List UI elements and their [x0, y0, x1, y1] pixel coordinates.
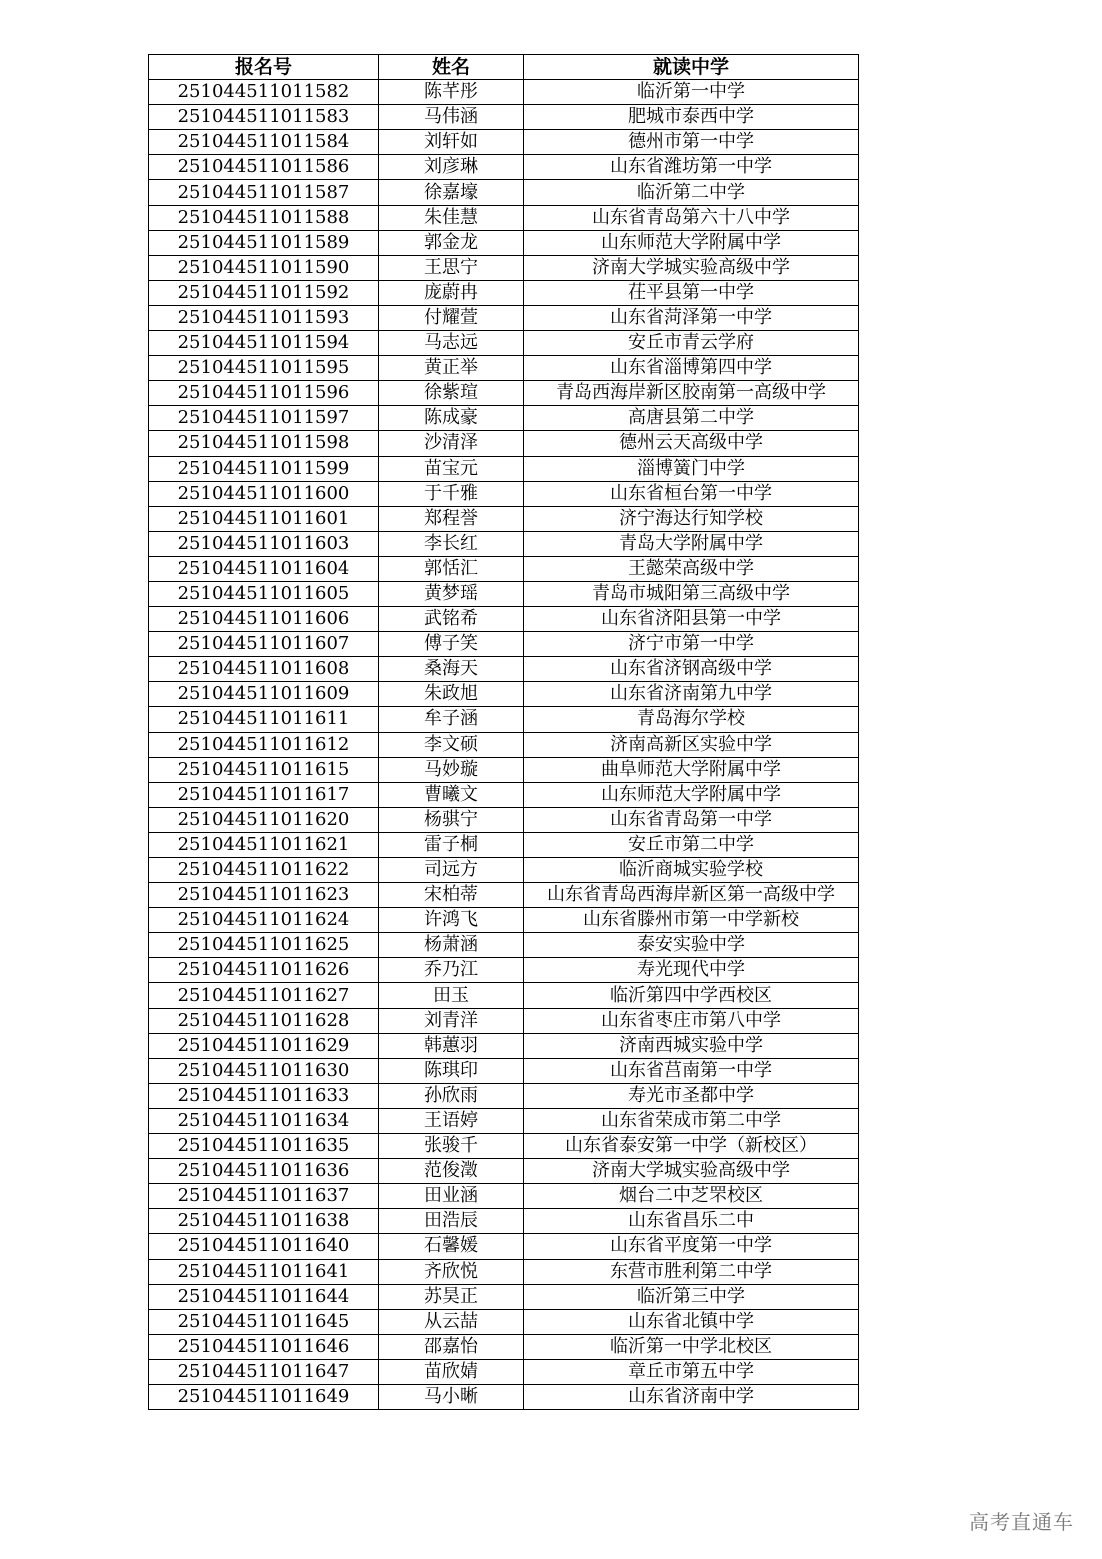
school-cell: 山东省荣成市第二中学 [524, 1108, 859, 1133]
registration-number-cell: 251044511011595 [149, 356, 379, 381]
school-cell: 山东省济南中学 [524, 1384, 859, 1409]
student-name-cell: 田业涵 [379, 1184, 524, 1209]
school-cell: 山东省济钢高级中学 [524, 657, 859, 682]
table-row [149, 832, 859, 857]
registration-number-cell: 251044511011599 [149, 456, 379, 481]
registration-number-cell: 251044511011597 [149, 406, 379, 431]
registration-number-cell: 251044511011594 [149, 331, 379, 356]
school-cell: 山东省昌乐二中 [524, 1209, 859, 1234]
registration-number-cell: 251044511011617 [149, 782, 379, 807]
registration-number-cell: 251044511011629 [149, 1033, 379, 1058]
registration-number-cell: 251044511011640 [149, 1234, 379, 1259]
table-row [149, 958, 859, 983]
table-row [149, 657, 859, 682]
table-row [149, 782, 859, 807]
table-row [149, 1334, 859, 1359]
registration-number-cell: 251044511011588 [149, 205, 379, 230]
student-name-cell: 从云喆 [379, 1309, 524, 1334]
table-row [149, 130, 859, 155]
school-cell: 临沂第一中学 [524, 80, 859, 105]
student-name-cell: 黄梦瑶 [379, 581, 524, 606]
table-row [149, 607, 859, 632]
table-row [149, 632, 859, 657]
school-cell: 德州市第一中学 [524, 130, 859, 155]
student-name-cell: 李长红 [379, 531, 524, 556]
school-cell: 临沂第四中学西校区 [524, 983, 859, 1008]
school-cell: 济南高新区实验中学 [524, 732, 859, 757]
table-row [149, 1309, 859, 1334]
registration-number-cell: 251044511011608 [149, 657, 379, 682]
school-cell: 东营市胜利第二中学 [524, 1259, 859, 1284]
header-school: 就读中学 [524, 55, 859, 80]
registration-number-cell: 251044511011612 [149, 732, 379, 757]
registration-number-cell: 251044511011584 [149, 130, 379, 155]
school-cell: 青岛市城阳第三高级中学 [524, 581, 859, 606]
table-body [149, 80, 859, 1410]
school-cell: 安丘市青云学府 [524, 331, 859, 356]
student-name-cell: 徐紫瑄 [379, 381, 524, 406]
student-name-cell: 杨骐宁 [379, 807, 524, 832]
admission-list-table [148, 54, 859, 1410]
registration-number-cell: 251044511011641 [149, 1259, 379, 1284]
student-name-cell: 范俊澂 [379, 1159, 524, 1184]
student-name-cell: 黄正举 [379, 356, 524, 381]
school-cell: 青岛西海岸新区胶南第一高级中学 [524, 381, 859, 406]
school-cell: 淄博簧门中学 [524, 456, 859, 481]
school-cell: 章丘市第五中学 [524, 1359, 859, 1384]
table-row [149, 431, 859, 456]
student-name-cell: 马伟涵 [379, 105, 524, 130]
table-row [149, 1184, 859, 1209]
school-cell: 济南大学城实验高级中学 [524, 1159, 859, 1184]
school-cell: 济南西城实验中学 [524, 1033, 859, 1058]
school-cell: 临沂第二中学 [524, 180, 859, 205]
table-row [149, 105, 859, 130]
registration-number-cell: 251044511011649 [149, 1384, 379, 1409]
table-row [149, 1359, 859, 1384]
school-cell: 山东省青岛第一中学 [524, 807, 859, 832]
watermark-text: 高考直通车 [969, 1510, 1074, 1534]
table-row [149, 331, 859, 356]
table-row [149, 1209, 859, 1234]
table-row [149, 682, 859, 707]
student-name-cell: 王语婷 [379, 1108, 524, 1133]
header-registration-number: 报名号 [149, 55, 379, 80]
registration-number-cell: 251044511011607 [149, 632, 379, 657]
registration-number-cell: 251044511011626 [149, 958, 379, 983]
registration-number-cell: 251044511011600 [149, 481, 379, 506]
school-cell: 济宁海达行知学校 [524, 506, 859, 531]
registration-number-cell: 251044511011647 [149, 1359, 379, 1384]
registration-number-cell: 251044511011634 [149, 1108, 379, 1133]
school-cell: 肥城市泰西中学 [524, 105, 859, 130]
student-name-cell: 田浩辰 [379, 1209, 524, 1234]
registration-number-cell: 251044511011583 [149, 105, 379, 130]
student-name-cell: 武铭希 [379, 607, 524, 632]
school-cell: 王懿荣高级中学 [524, 556, 859, 581]
school-cell: 山东省淄博第四中学 [524, 356, 859, 381]
table-row [149, 581, 859, 606]
school-cell: 山东省青岛西海岸新区第一高级中学 [524, 883, 859, 908]
student-name-cell: 曹曦文 [379, 782, 524, 807]
school-cell: 曲阜师范大学附属中学 [524, 757, 859, 782]
table-row [149, 883, 859, 908]
student-name-cell: 朱政旭 [379, 682, 524, 707]
student-name-cell: 苏昊正 [379, 1284, 524, 1309]
school-cell: 山东省桓台第一中学 [524, 481, 859, 506]
school-cell: 山东省平度第一中学 [524, 1234, 859, 1259]
table-row [149, 1108, 859, 1133]
registration-number-cell: 251044511011598 [149, 431, 379, 456]
registration-number-cell: 251044511011621 [149, 832, 379, 857]
table-row [149, 807, 859, 832]
school-cell: 山东省泰安第一中学（新校区） [524, 1134, 859, 1159]
table-row [149, 255, 859, 280]
school-cell: 临沂第三中学 [524, 1284, 859, 1309]
table-row [149, 80, 859, 105]
student-name-cell: 雷子桐 [379, 832, 524, 857]
registration-number-cell: 251044511011624 [149, 908, 379, 933]
registration-number-cell: 251044511011605 [149, 581, 379, 606]
table-row [149, 707, 859, 732]
school-cell: 山东省济阳县第一中学 [524, 607, 859, 632]
registration-number-cell: 251044511011633 [149, 1083, 379, 1108]
registration-number-cell: 251044511011628 [149, 1008, 379, 1033]
school-cell: 青岛大学附属中学 [524, 531, 859, 556]
registration-number-cell: 251044511011620 [149, 807, 379, 832]
student-name-cell: 陈成豪 [379, 406, 524, 431]
table-row [149, 1159, 859, 1184]
table-row [149, 1008, 859, 1033]
table-row [149, 406, 859, 431]
student-name-cell: 徐嘉壕 [379, 180, 524, 205]
registration-number-cell: 251044511011587 [149, 180, 379, 205]
school-cell: 山东省青岛第六十八中学 [524, 205, 859, 230]
registration-number-cell: 251044511011637 [149, 1184, 379, 1209]
student-name-cell: 郭金龙 [379, 230, 524, 255]
registration-number-cell: 251044511011622 [149, 858, 379, 883]
student-name-cell: 桑海天 [379, 657, 524, 682]
table-row [149, 205, 859, 230]
registration-number-cell: 251044511011635 [149, 1134, 379, 1159]
student-name-cell: 宋柏蒂 [379, 883, 524, 908]
table-row [149, 1033, 859, 1058]
table-row [149, 531, 859, 556]
table-row [149, 506, 859, 531]
registration-number-cell: 251044511011615 [149, 757, 379, 782]
student-name-cell: 孙欣雨 [379, 1083, 524, 1108]
table-row [149, 305, 859, 330]
registration-number-cell: 251044511011603 [149, 531, 379, 556]
registration-number-cell: 251044511011627 [149, 983, 379, 1008]
table-row [149, 230, 859, 255]
table-row [149, 1083, 859, 1108]
registration-number-cell: 251044511011625 [149, 933, 379, 958]
table-row [149, 456, 859, 481]
registration-number-cell: 251044511011645 [149, 1309, 379, 1334]
student-name-cell: 朱佳慧 [379, 205, 524, 230]
table-row [149, 757, 859, 782]
student-name-cell: 许鸿飞 [379, 908, 524, 933]
student-name-cell: 石馨媛 [379, 1234, 524, 1259]
student-name-cell: 邵嘉怡 [379, 1334, 524, 1359]
registration-number-cell: 251044511011604 [149, 556, 379, 581]
school-cell: 山东省滕州市第一中学新校 [524, 908, 859, 933]
table-header-row [149, 55, 859, 80]
table-row [149, 1284, 859, 1309]
student-name-cell: 郑程誉 [379, 506, 524, 531]
table-row [149, 155, 859, 180]
student-name-cell: 刘轩如 [379, 130, 524, 155]
registration-number-cell: 251044511011592 [149, 280, 379, 305]
student-name-cell: 马妙璇 [379, 757, 524, 782]
school-cell: 安丘市第二中学 [524, 832, 859, 857]
registration-number-cell: 251044511011593 [149, 305, 379, 330]
student-name-cell: 苗欣婧 [379, 1359, 524, 1384]
table-row [149, 732, 859, 757]
student-name-cell: 张骏千 [379, 1134, 524, 1159]
school-cell: 山东省莒南第一中学 [524, 1058, 859, 1083]
table-row [149, 280, 859, 305]
student-name-cell: 陈芊彤 [379, 80, 524, 105]
table-row [149, 1134, 859, 1159]
table-row [149, 908, 859, 933]
school-cell: 青岛海尔学校 [524, 707, 859, 732]
header-name: 姓名 [379, 55, 524, 80]
registration-number-cell: 251044511011630 [149, 1058, 379, 1083]
table-row [149, 556, 859, 581]
student-name-cell: 沙清泽 [379, 431, 524, 456]
student-name-cell: 刘青洋 [379, 1008, 524, 1033]
table-row [149, 481, 859, 506]
student-name-cell: 庞蔚冉 [379, 280, 524, 305]
table-row [149, 1259, 859, 1284]
school-cell: 寿光现代中学 [524, 958, 859, 983]
table-row [149, 858, 859, 883]
school-cell: 山东省北镇中学 [524, 1309, 859, 1334]
table-row [149, 1058, 859, 1083]
school-cell: 寿光市圣都中学 [524, 1083, 859, 1108]
student-name-cell: 于千雅 [379, 481, 524, 506]
registration-number-cell: 251044511011646 [149, 1334, 379, 1359]
table-row [149, 933, 859, 958]
registration-number-cell: 251044511011589 [149, 230, 379, 255]
school-cell: 山东省潍坊第一中学 [524, 155, 859, 180]
registration-number-cell: 251044511011638 [149, 1209, 379, 1234]
school-cell: 德州云天高级中学 [524, 431, 859, 456]
student-name-cell: 傅子笑 [379, 632, 524, 657]
student-name-cell: 田玉 [379, 983, 524, 1008]
school-cell: 临沂商城实验学校 [524, 858, 859, 883]
student-name-cell: 付耀萱 [379, 305, 524, 330]
student-name-cell: 郭恬汇 [379, 556, 524, 581]
table-row [149, 983, 859, 1008]
student-name-cell: 乔乃江 [379, 958, 524, 983]
student-name-cell: 苗宝元 [379, 456, 524, 481]
school-cell: 山东师范大学附属中学 [524, 230, 859, 255]
student-name-cell: 王思宁 [379, 255, 524, 280]
student-name-cell: 杨萧涵 [379, 933, 524, 958]
table-row [149, 356, 859, 381]
school-cell: 济南大学城实验高级中学 [524, 255, 859, 280]
registration-number-cell: 251044511011596 [149, 381, 379, 406]
registration-number-cell: 251044511011590 [149, 255, 379, 280]
table-row [149, 1384, 859, 1409]
student-name-cell: 刘彦琳 [379, 155, 524, 180]
registration-number-cell: 251044511011582 [149, 80, 379, 105]
student-name-cell: 陈琪印 [379, 1058, 524, 1083]
student-name-cell: 韩蕙羽 [379, 1033, 524, 1058]
school-cell: 济宁市第一中学 [524, 632, 859, 657]
table-row [149, 180, 859, 205]
student-name-cell: 马志远 [379, 331, 524, 356]
registration-number-cell: 251044511011586 [149, 155, 379, 180]
school-cell: 山东省枣庄市第八中学 [524, 1008, 859, 1033]
registration-number-cell: 251044511011623 [149, 883, 379, 908]
school-cell: 泰安实验中学 [524, 933, 859, 958]
school-cell: 山东师范大学附属中学 [524, 782, 859, 807]
school-cell: 烟台二中芝罘校区 [524, 1184, 859, 1209]
table-row [149, 1234, 859, 1259]
school-cell: 山东省济南第九中学 [524, 682, 859, 707]
registration-number-cell: 251044511011606 [149, 607, 379, 632]
school-cell: 山东省菏泽第一中学 [524, 305, 859, 330]
school-cell: 高唐县第二中学 [524, 406, 859, 431]
table-row [149, 381, 859, 406]
registration-number-cell: 251044511011609 [149, 682, 379, 707]
student-name-cell: 李文硕 [379, 732, 524, 757]
student-name-cell: 马小晰 [379, 1384, 524, 1409]
registration-number-cell: 251044511011611 [149, 707, 379, 732]
student-name-cell: 司远方 [379, 858, 524, 883]
registration-number-cell: 251044511011644 [149, 1284, 379, 1309]
school-cell: 茌平县第一中学 [524, 280, 859, 305]
student-name-cell: 齐欣悦 [379, 1259, 524, 1284]
student-name-cell: 牟子涵 [379, 707, 524, 732]
registration-number-cell: 251044511011601 [149, 506, 379, 531]
registration-number-cell: 251044511011636 [149, 1159, 379, 1184]
school-cell: 临沂第一中学北校区 [524, 1334, 859, 1359]
